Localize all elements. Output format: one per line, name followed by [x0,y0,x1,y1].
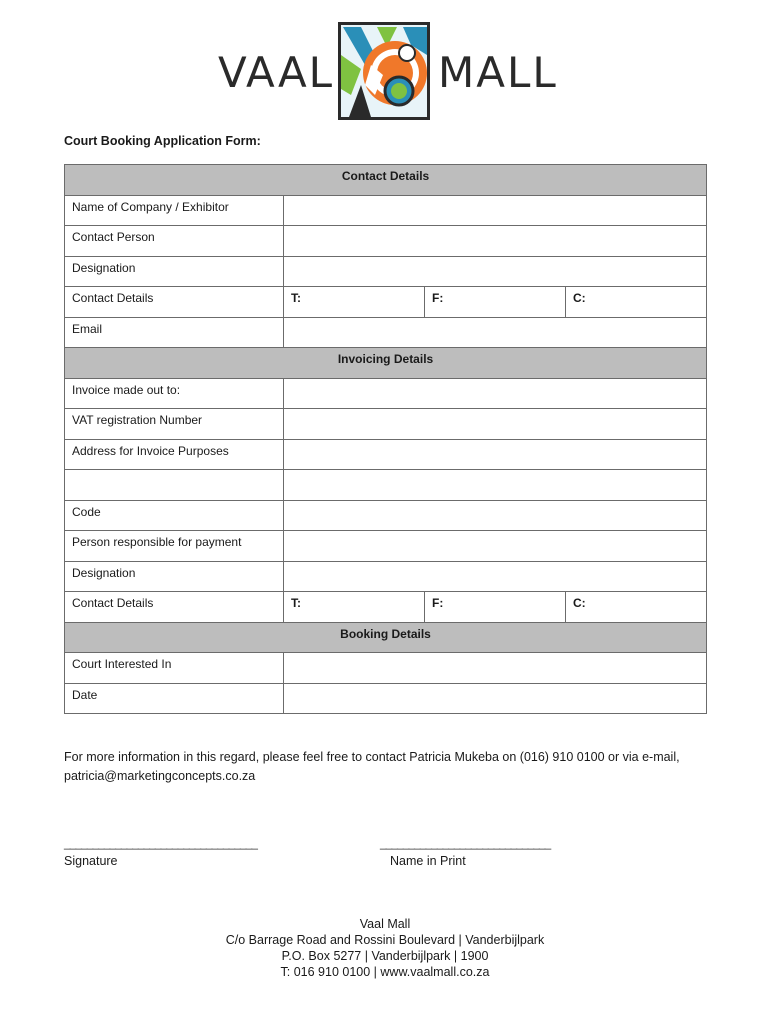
cell-field[interactable]: C: [566,287,707,318]
invoice-to-field[interactable] [284,378,707,409]
vat-field[interactable] [284,409,707,440]
signature-line[interactable]: __________________________________ [64,836,257,850]
label-contact-person: Contact Person [65,226,284,257]
cell2-field[interactable]: C: [566,592,707,623]
telephone2-field[interactable]: T: [284,592,425,623]
label-contact-details2: Contact Details [65,592,284,623]
row-address-cont [65,470,707,501]
footer-line-name: Vaal Mall [359,917,411,931]
date-field[interactable] [284,683,707,714]
row-contact-person [65,226,707,257]
row-designation [65,256,707,287]
section-title-booking: Booking Details [65,622,707,653]
court-field[interactable] [284,653,707,684]
row-contact-details [65,287,707,318]
section-header-booking [65,622,707,653]
row-address [65,439,707,470]
row-email [65,317,707,348]
label-payment-person: Person responsible for payment [65,531,284,562]
section-title-invoicing: Invoicing Details [65,348,707,379]
label-email: Email [65,317,284,348]
address-continued-label-cell [65,470,284,501]
row-company [65,195,707,226]
row-payment-person [65,531,707,562]
label-address: Address for Invoice Purposes [65,439,284,470]
form-title: Court Booking Application Form: [64,134,261,148]
telephone-field[interactable]: T: [284,287,425,318]
name-in-print-label: Name in Print [390,854,466,868]
footer-line-pobox: P.O. Box 5277 | Vanderbijlpark | 1900 [281,949,489,963]
logo-emblem [338,22,430,120]
code-field[interactable] [284,500,707,531]
label-contact-details: Contact Details [65,287,284,318]
signature-label: Signature [64,854,118,868]
logo-word-vaal: VAAL [218,48,335,97]
logo-word-mall: MALL [438,48,558,97]
label-designation: Designation [65,256,284,287]
fax-field[interactable]: F: [425,287,566,318]
label-code: Code [65,500,284,531]
company-field[interactable] [284,195,707,226]
row-court [65,653,707,684]
row-designation2 [65,561,707,592]
section-title-contact: Contact Details [65,165,707,196]
label-date: Date [65,683,284,714]
label-invoice-to: Invoice made out to: [65,378,284,409]
payment-person-field[interactable] [284,531,707,562]
label-company: Name of Company / Exhibitor [65,195,284,226]
row-invoice-to [65,378,707,409]
address-field[interactable] [284,439,707,470]
section-header-invoicing [65,348,707,379]
footer-address [0,916,770,980]
row-vat [65,409,707,440]
footer-line-street: C/o Barrage Road and Rossini Boulevard | Vanderbijlpark [225,933,545,947]
logo-emblem-graphic [341,25,427,117]
name-in-print-line[interactable]: ______________________________ [380,836,551,850]
label-designation2: Designation [65,561,284,592]
row-date [65,683,707,714]
booking-form-table [64,164,707,714]
contact-info-text: For more information in this regard, please feel free to contact Patricia Mukeba on (016) 910 0100 or via e-mail, patricia@marketingconcepts.co.za [64,750,680,783]
address-field-line2[interactable] [284,470,707,501]
fax2-field[interactable]: F: [425,592,566,623]
vaal-mall-logo [218,20,558,122]
email-field[interactable] [284,317,707,348]
designation-field[interactable] [284,256,707,287]
row-code [65,500,707,531]
section-header-contact [65,165,707,196]
row-contact-details2 [65,592,707,623]
label-court: Court Interested In [65,653,284,684]
designation2-field[interactable] [284,561,707,592]
label-vat: VAT registration Number [65,409,284,440]
footer-line-contact: T: 016 910 0100 | www.vaalmall.co.za [280,965,490,979]
contact-person-field[interactable] [284,226,707,257]
